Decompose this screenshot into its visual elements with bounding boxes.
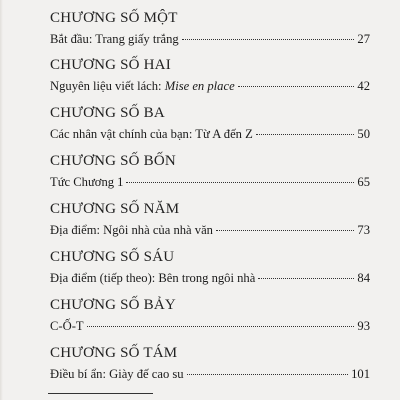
chapter-heading: CHƯƠNG SỐ TÁM (50, 345, 178, 361)
toc-entry[interactable] (50, 175, 370, 190)
entry-title: Các nhân vật chính của bạn: Từ A đến Z (50, 127, 253, 141)
toc-entry[interactable] (50, 32, 370, 47)
page-number: 84 (357, 271, 370, 285)
page-number: 93 (357, 319, 370, 333)
toc-chapter-7 (50, 297, 370, 334)
entry-title: Nguyên liệu viết lách: Mise en place (50, 79, 235, 93)
entry-title: Điều bí ẩn: Giày đế cao su (50, 367, 184, 381)
dot-leader (216, 230, 354, 231)
toc-chapter-2 (50, 57, 370, 94)
dot-leader (258, 278, 354, 279)
toc-entry[interactable] (50, 79, 370, 94)
page-number: 73 (357, 223, 370, 237)
toc-chapter-4 (50, 153, 370, 190)
page-number: 101 (351, 367, 370, 381)
entry-title: Địa điểm: Ngôi nhà của nhà văn (50, 223, 213, 237)
page-number: 42 (357, 79, 370, 93)
footnote-rule (48, 393, 153, 394)
chapter-heading: CHƯƠNG SỐ NĂM (50, 201, 180, 217)
toc-entry[interactable] (50, 127, 370, 142)
entry-title: Bắt đầu: Trang giấy trắng (50, 32, 179, 46)
chapter-heading: CHƯƠNG SỐ BẢY (50, 297, 176, 313)
page-number: 27 (357, 32, 370, 46)
dot-leader (238, 86, 355, 87)
entry-title: Địa điểm (tiếp theo): Bên trong ngôi nhà (50, 271, 256, 285)
chapter-heading: CHƯƠNG SỐ SÁU (50, 249, 175, 265)
chapter-heading: CHƯƠNG SỐ BA (50, 105, 165, 121)
entry-title: C-Ố-T (50, 319, 84, 333)
chapter-heading: CHƯƠNG SỐ HAI (50, 57, 171, 73)
toc-entry[interactable] (50, 271, 370, 286)
toc-chapter-8 (50, 345, 370, 382)
toc-entry[interactable] (50, 367, 370, 382)
dot-leader (182, 39, 355, 40)
page-number: 50 (357, 127, 370, 141)
toc-entry[interactable] (50, 319, 370, 334)
dot-leader (87, 326, 355, 327)
dot-leader (187, 374, 349, 375)
page-number: 65 (357, 175, 370, 189)
toc-entry[interactable] (50, 223, 370, 238)
page-edge-shadow (0, 0, 3, 400)
dot-leader (126, 182, 354, 183)
entry-title: Tức Chương 1 (50, 175, 124, 189)
toc-chapter-3 (50, 105, 370, 142)
chapter-heading: CHƯƠNG SỐ BỐN (50, 153, 176, 169)
dot-leader (256, 134, 355, 135)
chapter-heading: CHƯƠNG SỐ MỘT (50, 10, 178, 26)
toc-chapter-6 (50, 249, 370, 286)
toc-chapter-5 (50, 201, 370, 238)
toc-chapter-1 (50, 10, 370, 47)
